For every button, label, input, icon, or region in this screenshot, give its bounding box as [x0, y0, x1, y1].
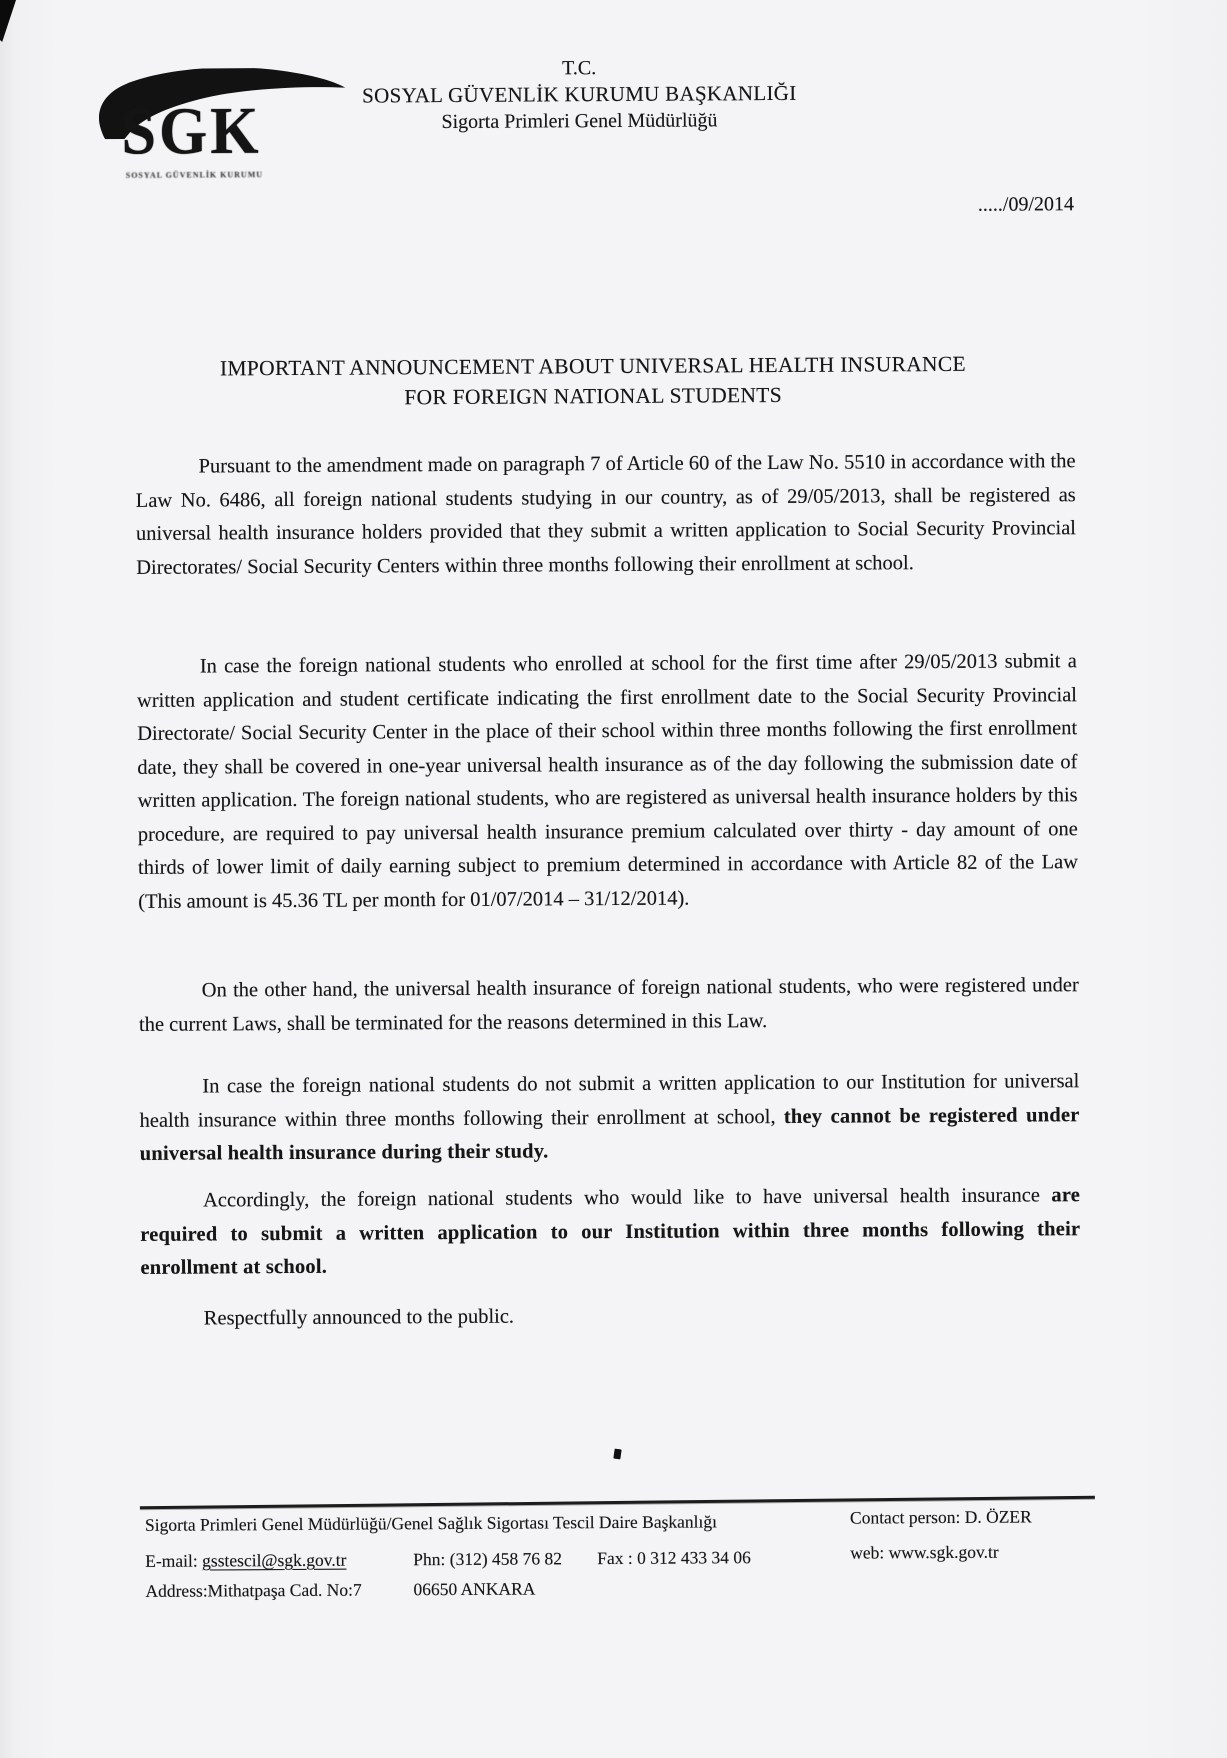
document-date: ...../09/2014: [977, 193, 1075, 216]
paragraph-3: On the other hand, the universal health insurance of foreign national students, who were registered under the current Laws, shall be terminated for the reasons determined in this Law.: [138, 974, 1079, 1036]
paragraph-1: Pursuant to the amendment made on paragraph 7 of Article 60 of the Law No. 5510 in accordance with the Law No. 6486, all foreign national students studying in our country, as of 29/05/2013, shall be registered as universal health insurance holders provided that they submit a written application to Social Security Provincial Directorates/ Social Security Centers within three months following their enrollment at school.: [135, 450, 1077, 579]
closing-line: Respectfully announced to the public.: [203, 1305, 515, 1330]
scan-speck: [613, 1449, 621, 1460]
paragraph-4: [139, 1065, 1080, 1171]
letterhead-tc: T.C.: [562, 57, 597, 80]
paragraph-5: [140, 1179, 1081, 1285]
footer-phone: Phn: (312) 458 76 82: [413, 1548, 563, 1570]
sgk-logo-text: SGK: [121, 94, 262, 169]
paragraph-4-bold-text: they cannot be registered under universal health insurance during their study.: [139, 1103, 1080, 1165]
paragraph-2: In case the foreign national students who enrolled at school for the first time after 29/05/2013 submit a written application and student certificate indicating the first enrollment date to the Social Security Provincial Directorate/ Social Security Center in the place of their school within three months following the first enrollment date, they shall be covered in one-year universal health insurance as of the day following the submission date of written application. The foreign national students, who are registered as universal health insurance holders by this procedure, are required to pay universal health insurance premium calculated over thirty - day amount of one thirds of lower limit of daily earning subject to premium determined in accordance with Article 82 of the Law (This amount is 45.36 TL per month for 01/07/2014 – 31/12/2014).: [136, 650, 1079, 913]
paragraph-4-normal-text: In case the foreign national students do not submit a written application to our Institution for universal health insurance within three months following their enrollment at school,: [139, 1070, 1080, 1132]
footer-department: Sigorta Primleri Genel Müdürlüğü/Genel Sağlık Sigortası Tescil Daire Başkanlığı: [144, 1511, 718, 1535]
announcement-title: [78, 348, 1108, 414]
letterhead-directorate: Sigorta Primleri Genel Müdürlüğü: [441, 109, 718, 134]
footer-contact-person: Contact person: D. ÖZER: [849, 1506, 1032, 1528]
footer-address: Address:Mithatpaşa Cad. No:7: [145, 1579, 362, 1601]
footer-email-label: E-mail:: [145, 1550, 198, 1571]
announcement-title-line2: FOR FOREIGN NATIONAL STUDENTS: [404, 382, 783, 410]
paragraph-5-normal-text: Accordingly, the foreign national students who would like to have universal health insurance: [202, 1184, 1052, 1212]
footer-fax: Fax : 0 312 433 34 06: [597, 1547, 751, 1569]
sgk-logo-subtext: SOSYAL GÜVENLİK KURUMU: [125, 170, 264, 180]
footer-email-address: gsstescil@sgk.gov.tr: [202, 1549, 347, 1571]
announcement-title-line1: IMPORTANT ANNOUNCEMENT ABOUT UNIVERSAL HEALTH INSURANCE: [219, 351, 966, 381]
letterhead-institution: SOSYAL GÜVENLİK KURUMU BAŞKANLIĞI: [362, 80, 797, 108]
footer-city: 06650 ANKARA: [413, 1578, 536, 1600]
paragraph-5-bold-text: are required to submit a written application to our Institution within three months following their enrollment at school.: [140, 1184, 1081, 1279]
footer-email: [145, 1550, 346, 1572]
footer-web: web: www.sgk.gov.tr: [850, 1541, 999, 1563]
letterhead: [279, 53, 879, 137]
